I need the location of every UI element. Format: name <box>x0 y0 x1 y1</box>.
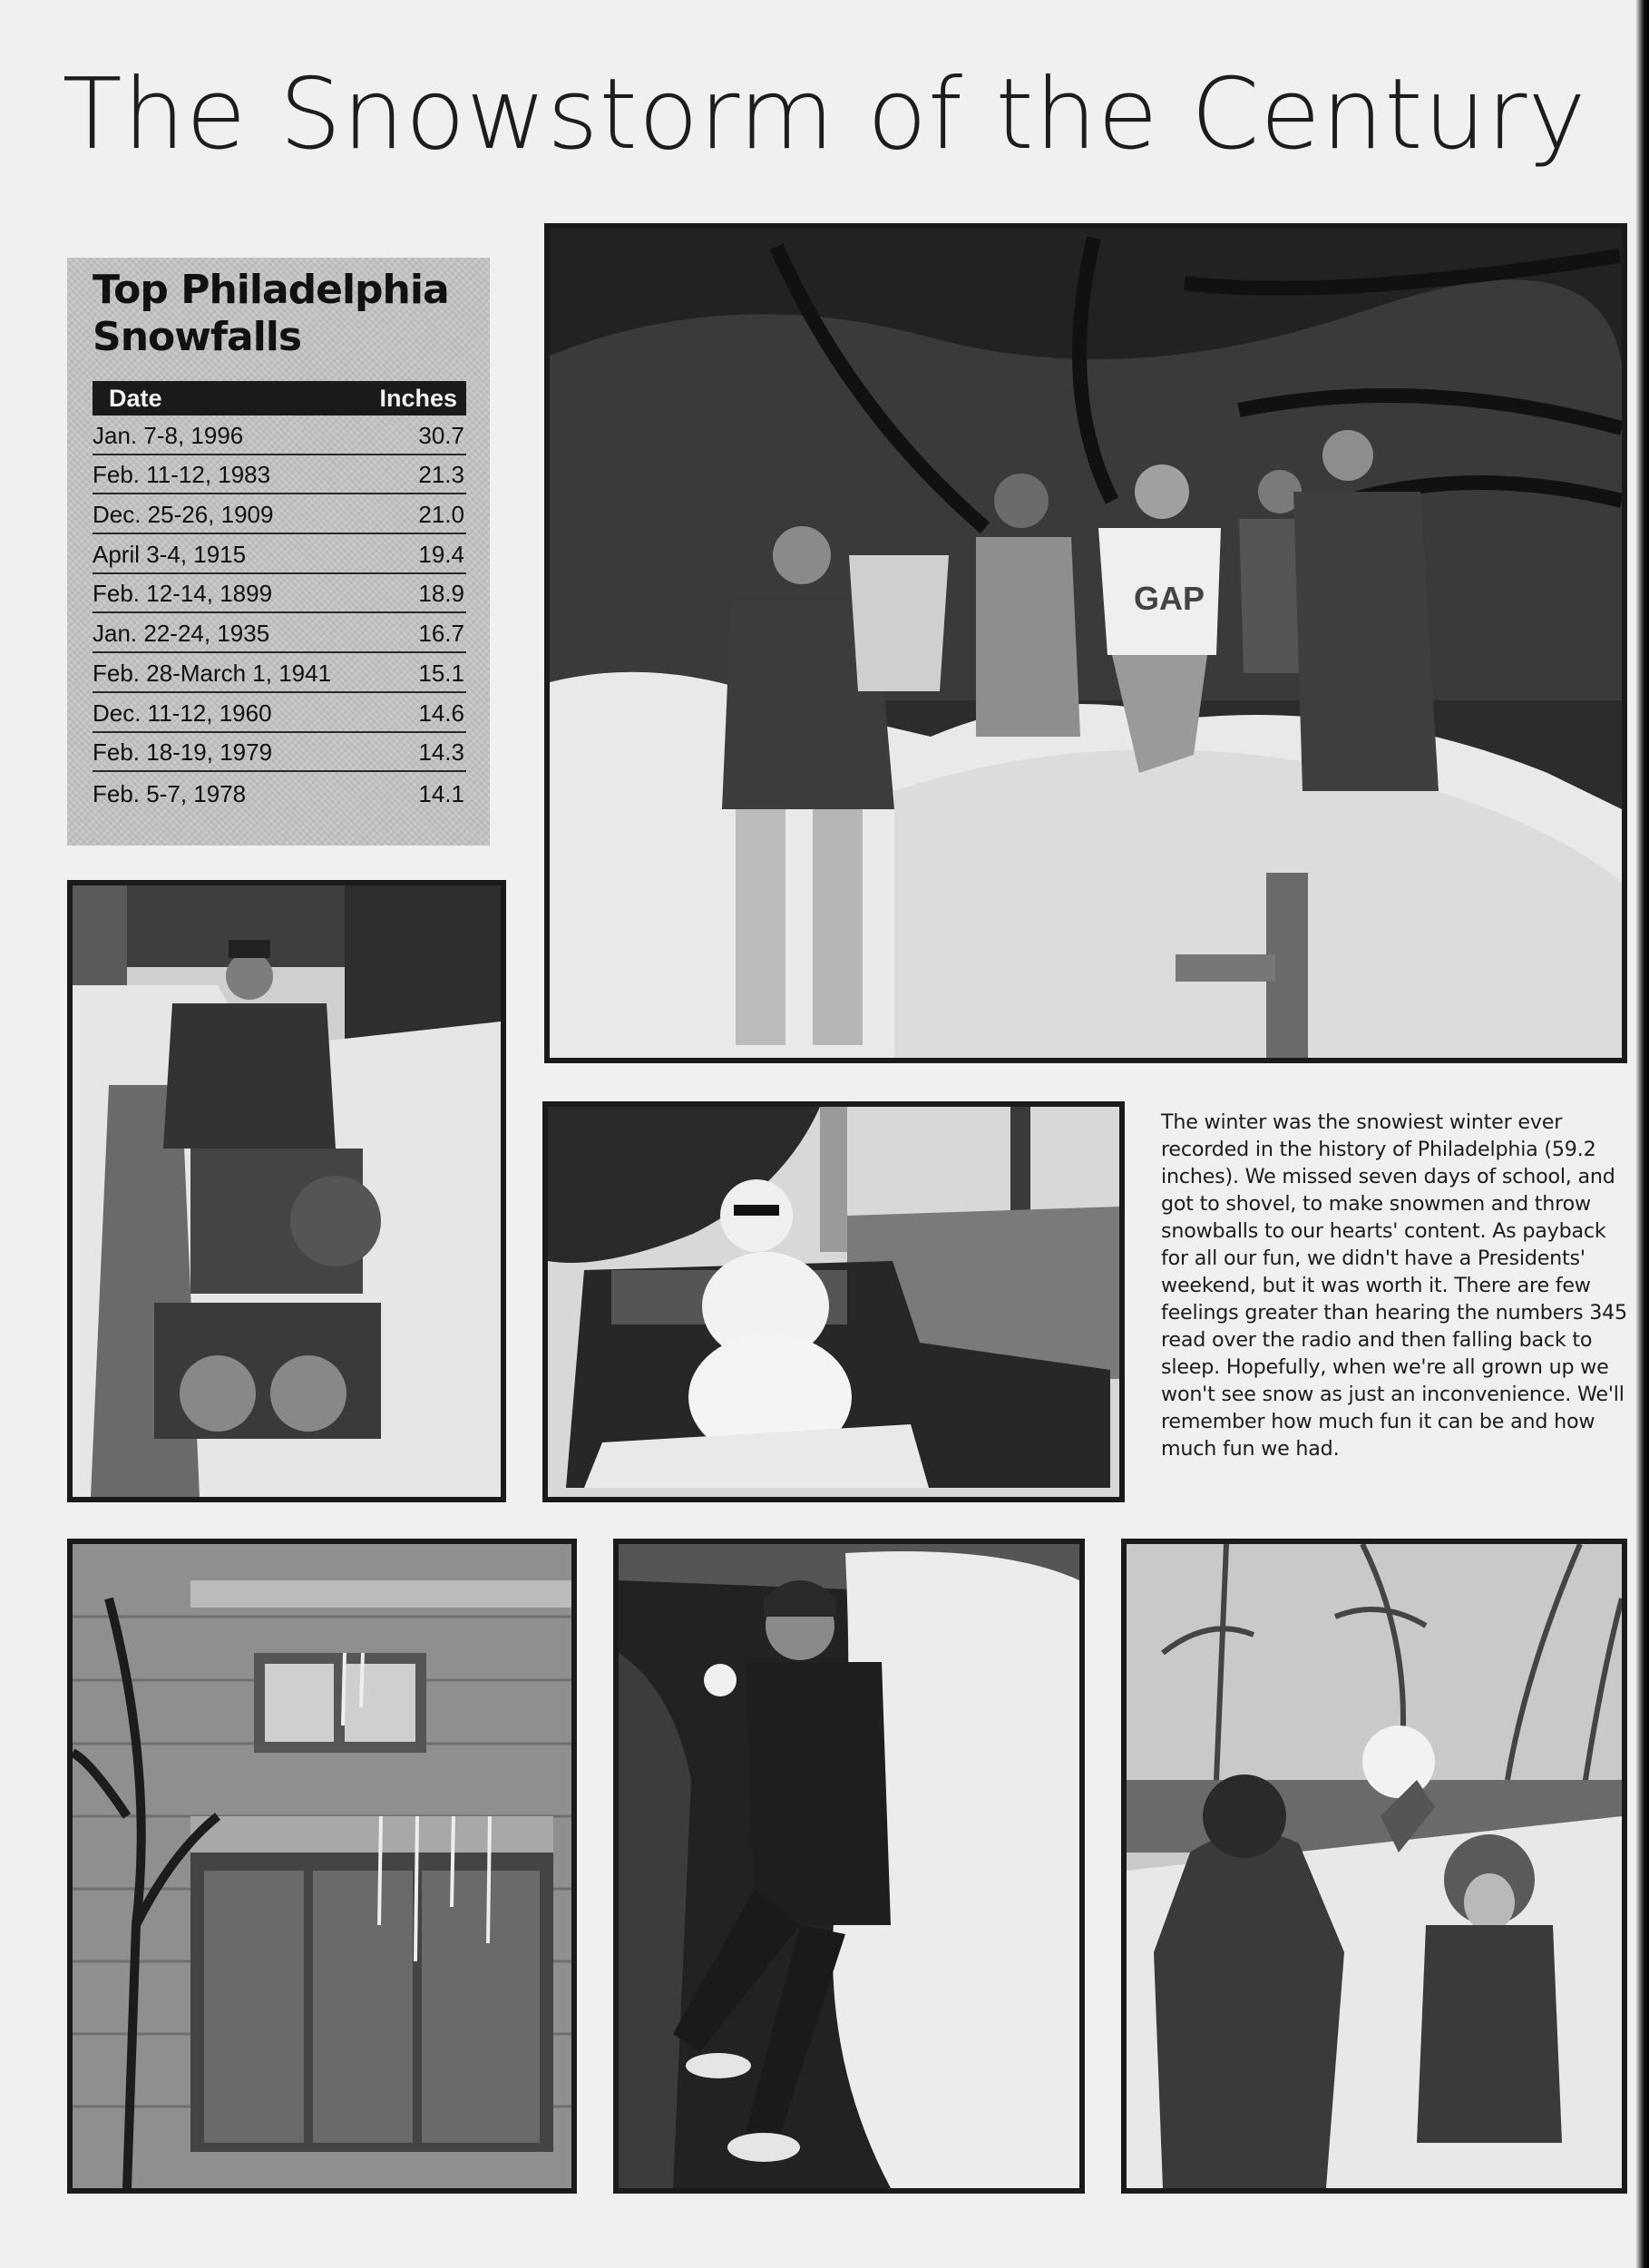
snowblower-photo-image <box>73 885 501 1497</box>
table-row <box>93 772 466 812</box>
row-inches: 21.0 <box>418 501 464 529</box>
snowfall-table-body <box>93 415 466 812</box>
icicle-building-photo <box>67 1539 577 2194</box>
date-column-header: Date <box>109 384 162 412</box>
row-date: Feb. 28-March 1, 1941 <box>93 659 332 687</box>
boy-with-snowball-photo <box>613 1539 1085 2194</box>
group-photo-image <box>550 229 1622 1058</box>
snowblower-photo <box>67 880 506 1502</box>
row-date: Feb. 18-19, 1979 <box>93 738 273 767</box>
row-date: Feb. 5-7, 1978 <box>93 779 247 807</box>
row-date: April 3-4, 1915 <box>93 540 247 568</box>
boy-with-snowball-photo-image <box>619 1544 1079 2188</box>
row-inches: 18.9 <box>418 580 464 608</box>
row-date: Feb. 12-14, 1899 <box>93 580 273 608</box>
snowman-truck-photo-image <box>548 1107 1119 1497</box>
table-row <box>93 494 466 534</box>
row-date: Dec. 25-26, 1909 <box>93 501 274 529</box>
table-row <box>93 574 466 614</box>
inches-column-header: Inches <box>379 384 457 412</box>
row-inches: 16.7 <box>418 620 464 648</box>
group-on-snow-pile-photo <box>544 223 1627 1063</box>
snowball-fight-photo <box>1121 1539 1627 2194</box>
row-date: Dec. 11-12, 1960 <box>93 699 272 727</box>
row-inches: 21.3 <box>418 461 464 489</box>
table-row <box>93 653 466 693</box>
snowfall-table-title: Top Philadelphia Snowfalls <box>93 267 449 360</box>
snowfall-table-header <box>93 381 466 415</box>
row-inches: 14.6 <box>418 699 464 727</box>
snowman-truck-photo <box>542 1101 1125 1502</box>
body-text: The winter was the snowiest winter ever recorded in the history of Philadelphia (59.2 inches). We missed seven days of school, and got to shovel, to make snowmen and throw snowballs to our hearts' content. As payback for all our fun, we didn't have a Presidents' weekend, but it was worth it. There are few feelings greater than hearing the numbers 345 read over the radio and then falling back to sleep. Hopefully, when we're all grown up we won't see snow as just an inconvenience. We'll remember how much fun it can be and how much fun we had. <box>1161 1110 1627 1461</box>
table-row <box>93 733 466 773</box>
table-row <box>93 534 466 574</box>
row-inches: 15.1 <box>418 659 464 687</box>
table-row <box>93 415 466 455</box>
row-date: Feb. 11-12, 1983 <box>93 461 271 489</box>
table-row <box>93 455 466 495</box>
table-row <box>93 693 466 733</box>
scan-edge <box>1636 0 1649 2268</box>
row-inches: 14.1 <box>418 779 464 807</box>
snowball-fight-photo-image <box>1127 1544 1622 2188</box>
snowfall-table <box>67 258 490 846</box>
row-inches: 14.3 <box>418 738 464 767</box>
row-date: Jan. 7-8, 1996 <box>93 421 244 449</box>
row-inches: 19.4 <box>418 540 464 568</box>
row-date: Jan. 22-24, 1935 <box>93 620 270 648</box>
table-row <box>93 613 466 653</box>
icicle-building-photo-image <box>73 1544 571 2188</box>
gap-shirt-text: GAP <box>1134 580 1205 617</box>
page-title: The Snowstorm of the Century <box>62 58 1587 171</box>
row-inches: 30.7 <box>418 421 464 449</box>
